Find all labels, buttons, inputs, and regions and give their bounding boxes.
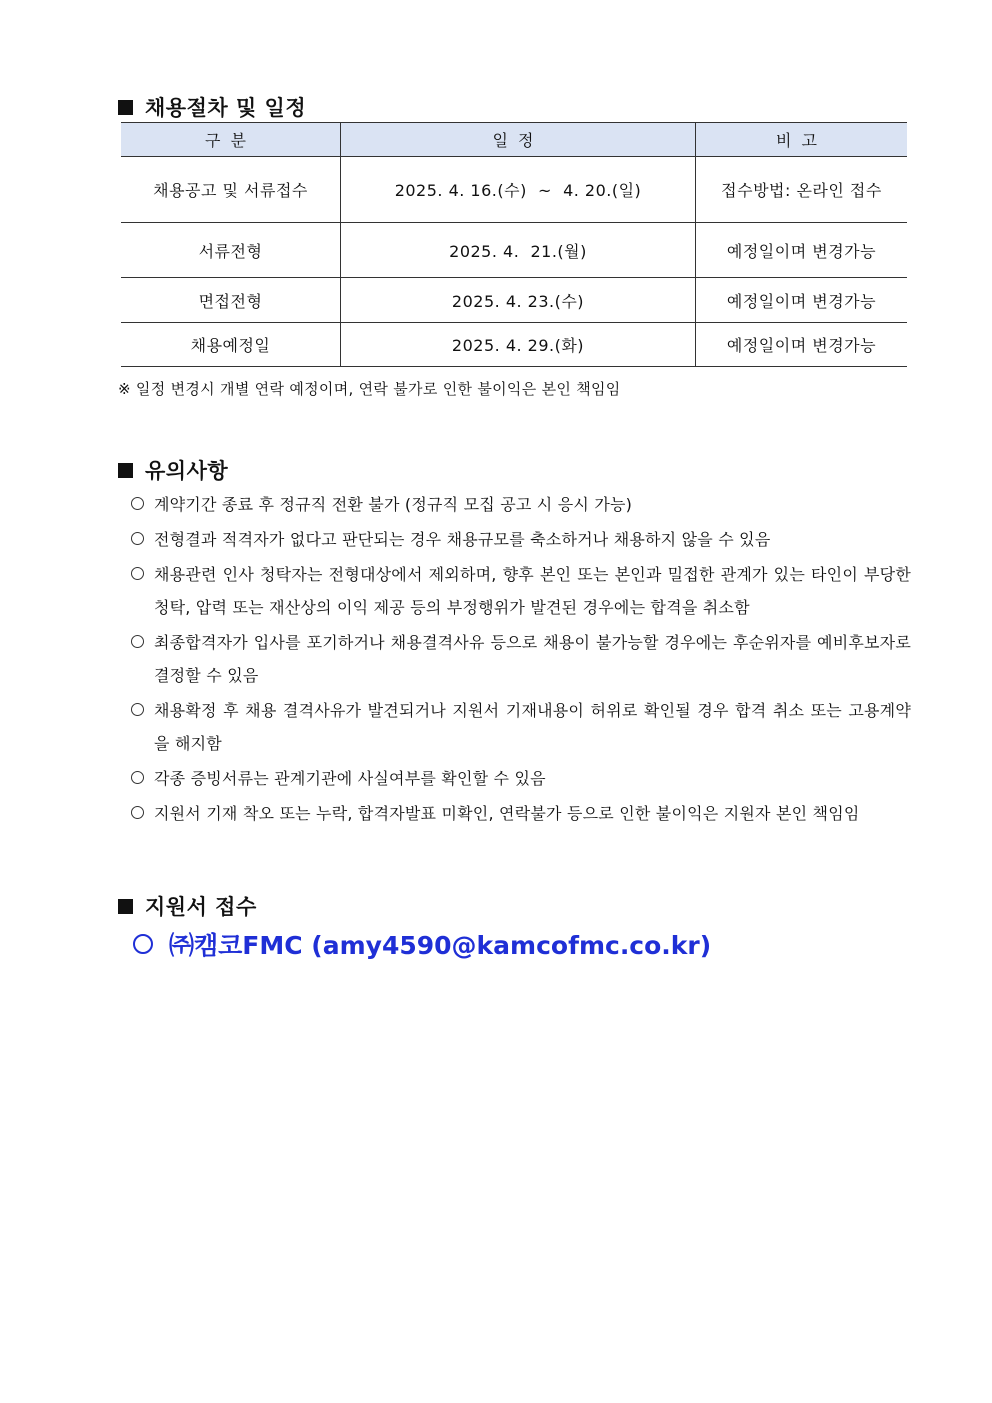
circle-bullet-icon bbox=[131, 635, 144, 648]
table-header-row bbox=[121, 123, 907, 157]
cell-stage: 서류전형 bbox=[121, 223, 341, 278]
cell-remark: 예정일이며 변경가능 bbox=[696, 278, 908, 323]
section-title-notices bbox=[118, 455, 228, 485]
circle-bullet-icon bbox=[131, 771, 144, 784]
notice-text: 각종 증빙서류는 관계기관에 사실여부를 확인할 수 있음 bbox=[154, 769, 546, 788]
list-item bbox=[131, 558, 911, 624]
circle-bullet-icon bbox=[131, 567, 144, 580]
application-contact bbox=[133, 926, 711, 962]
square-bullet-icon bbox=[118, 899, 133, 914]
section-title-text: 채용절차 및 일정 bbox=[145, 96, 307, 120]
schedule-table bbox=[121, 122, 907, 367]
cell-remark: 예정일이며 변경가능 bbox=[696, 223, 908, 278]
section-title-text: 유의사항 bbox=[145, 459, 229, 483]
notice-list bbox=[131, 488, 911, 832]
list-item bbox=[131, 694, 911, 760]
square-bullet-icon bbox=[118, 100, 133, 115]
cell-stage: 채용공고 및 서류접수 bbox=[121, 157, 341, 223]
table-row bbox=[121, 278, 907, 323]
schedule-note: ※ 일정 변경시 개별 연락 예정이며, 연락 불가로 인한 불이익은 본인 책임임 bbox=[118, 380, 621, 398]
list-item bbox=[131, 488, 911, 521]
cell-remark: 예정일이며 변경가능 bbox=[696, 323, 908, 367]
circle-bullet-icon bbox=[131, 703, 144, 716]
application-contact-text[interactable]: ㈜캠코FMC (amy4590@kamcofmc.co.kr) bbox=[169, 931, 712, 960]
list-item bbox=[131, 797, 911, 830]
cell-stage: 면접전형 bbox=[121, 278, 341, 323]
circle-bullet-icon bbox=[133, 934, 153, 954]
list-item bbox=[131, 626, 911, 692]
cell-date: 2025. 4. 21.(월) bbox=[341, 223, 696, 278]
section-title-application bbox=[118, 891, 257, 921]
notice-text: 채용확정 후 채용 결격사유가 발견되거나 지원서 기재내용이 허위로 확인될 경우 합격 취소 또는 고용계약을 해지함 bbox=[154, 701, 911, 753]
notice-text: 계약기간 종료 후 정규직 전환 불가 (정규직 모집 공고 시 응시 가능) bbox=[154, 495, 633, 514]
square-bullet-icon bbox=[118, 463, 133, 478]
cell-date: 2025. 4. 29.(화) bbox=[341, 323, 696, 367]
list-item bbox=[131, 762, 911, 795]
circle-bullet-icon bbox=[131, 497, 144, 510]
header-remark: 비고 bbox=[696, 123, 908, 157]
circle-bullet-icon bbox=[131, 806, 144, 819]
list-item bbox=[131, 523, 911, 556]
cell-date: 2025. 4. 16.(수) ~ 4. 20.(일) bbox=[341, 157, 696, 223]
table-row bbox=[121, 157, 907, 223]
section-title-schedule bbox=[118, 92, 306, 122]
notice-text: 채용관련 인사 청탁자는 전형대상에서 제외하며, 향후 본인 또는 본인과 밀접한 관계가 있는 타인이 부당한 청탁, 압력 또는 재산상의 이익 제공 등의 부정행위가 발견된 경우에는 합격을 취소함 bbox=[154, 565, 911, 617]
circle-bullet-icon bbox=[131, 532, 144, 545]
table-row bbox=[121, 223, 907, 278]
cell-stage: 채용예정일 bbox=[121, 323, 341, 367]
notice-text: 지원서 기재 착오 또는 누락, 합격자발표 미확인, 연락불가 등으로 인한 불이익은 지원자 본인 책임임 bbox=[154, 804, 860, 823]
table-row bbox=[121, 323, 907, 367]
notice-text: 전형결과 적격자가 없다고 판단되는 경우 채용규모를 축소하거나 채용하지 않을 수 있음 bbox=[154, 530, 771, 549]
section-title-text: 지원서 접수 bbox=[145, 895, 257, 919]
cell-remark: 접수방법: 온라인 접수 bbox=[696, 157, 908, 223]
cell-date: 2025. 4. 23.(수) bbox=[341, 278, 696, 323]
header-schedule: 일정 bbox=[341, 123, 696, 157]
notice-text: 최종합격자가 입사를 포기하거나 채용결격사유 등으로 채용이 불가능할 경우에는 후순위자를 예비후보자로 결정할 수 있음 bbox=[154, 633, 911, 685]
header-category: 구분 bbox=[121, 123, 341, 157]
